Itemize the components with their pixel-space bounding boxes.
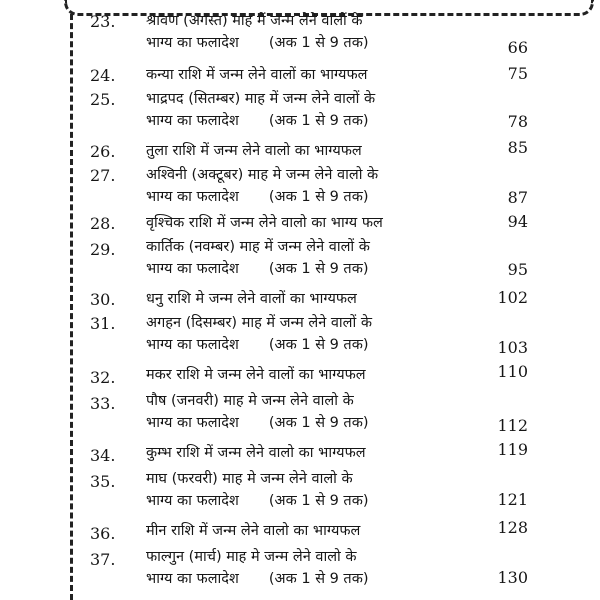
entry-title-line1: फाल्गुन (मार्च) माह मे जन्म लेने वालो के	[146, 549, 357, 565]
entry-page-number: 130	[497, 568, 528, 587]
entry-number: 26.	[90, 142, 116, 161]
entry-number: 33.	[90, 394, 116, 413]
entry-subtitle: भाग्य का फलादेश	[146, 189, 239, 205]
entry-title-line2	[146, 258, 516, 280]
entry-number: 24.	[90, 66, 116, 85]
entry-page-number: 128	[497, 518, 528, 537]
entry-number: 29.	[90, 240, 116, 259]
entry-title-line1: वृश्चिक राशि में जन्म लेने वालो का भाग्य फल	[146, 215, 383, 231]
entry-title-line1: भाद्रपद (सितम्बर) माह में जन्म लेने वालों के	[146, 91, 376, 107]
entry-page-number: 85	[507, 138, 528, 157]
entry-range: (अक 1 से 9 तक)	[268, 35, 369, 51]
entry-title	[146, 164, 516, 208]
entry-subtitle: भाग्य का फलादेश	[146, 493, 239, 509]
entry-title	[146, 64, 516, 86]
entry-range: (अक 1 से 9 तक)	[268, 415, 369, 431]
entry-number: 30.	[90, 290, 116, 309]
entry-title	[146, 520, 516, 542]
entry-number: 36.	[90, 524, 116, 543]
entry-page-number: 95	[507, 260, 528, 279]
entry-title-line2	[146, 568, 516, 590]
entry-title-line2	[146, 490, 516, 512]
entry-title	[146, 390, 516, 434]
entry-subtitle: भाग्य का फलादेश	[146, 113, 239, 129]
entry-title-line1: तुला राशि में जन्म लेने वालो का भाग्यफल	[146, 143, 362, 159]
entry-number: 31.	[90, 314, 116, 333]
entry-title	[146, 364, 516, 386]
entry-range: (अक 1 से 9 तक)	[268, 571, 369, 587]
entry-subtitle: भाग्य का फलादेश	[146, 35, 239, 51]
entry-title-line1: धनु राशि मे जन्म लेने वालों का भाग्यफल	[146, 291, 357, 307]
entry-title	[146, 442, 516, 464]
entry-page-number: 103	[497, 338, 528, 357]
page-border-left	[70, 14, 73, 600]
entry-page-number: 66	[507, 38, 528, 57]
entry-title-line1: मकर राशि मे जन्म लेने वालों का भाग्यफल	[146, 367, 366, 383]
entry-page-number: 94	[507, 212, 528, 231]
entry-title-line1: श्रावण (अगस्त) माह में जन्म लेने वालों के	[146, 13, 363, 29]
entry-page-number: 112	[497, 416, 528, 435]
entry-range: (अक 1 से 9 तक)	[268, 113, 369, 129]
entry-title	[146, 288, 516, 310]
entry-number: 34.	[90, 446, 116, 465]
entry-page-number: 119	[497, 440, 528, 459]
entry-number: 37.	[90, 550, 116, 569]
entry-title	[146, 140, 516, 162]
entry-page-number: 102	[497, 288, 528, 307]
entry-subtitle: भाग्य का फलादेश	[146, 571, 239, 587]
entry-title-line1: पौष (जनवरी) माह मे जन्म लेने वालो के	[146, 393, 354, 409]
entry-title	[146, 10, 516, 54]
entry-title	[146, 468, 516, 512]
entry-number: 28.	[90, 214, 116, 233]
entry-range: (अक 1 से 9 तक)	[268, 261, 369, 277]
entry-title-line2	[146, 334, 516, 356]
entry-title	[146, 546, 516, 590]
entry-number: 35.	[90, 472, 116, 491]
entry-title	[146, 312, 516, 356]
entry-title	[146, 212, 516, 234]
entry-title-line1: मीन राशि में जन्म लेने वालो का भाग्यफल	[146, 523, 361, 539]
entry-title	[146, 88, 516, 132]
entry-title-line2	[146, 110, 516, 132]
entry-number: 25.	[90, 90, 116, 109]
entry-title-line1: माघ (फरवरी) माह मे जन्म लेने वालो के	[146, 471, 353, 487]
entry-range: (अक 1 से 9 तक)	[268, 337, 369, 353]
entry-title	[146, 236, 516, 280]
entry-page-number: 110	[497, 362, 528, 381]
entry-page-number: 75	[507, 64, 528, 83]
entry-subtitle: भाग्य का फलादेश	[146, 337, 239, 353]
entry-title-line1: कार्तिक (नवम्बर) माह में जन्म लेने वालों के	[146, 239, 370, 255]
entry-subtitle: भाग्य का फलादेश	[146, 415, 239, 431]
entry-title-line2	[146, 32, 516, 54]
entry-number: 32.	[90, 368, 116, 387]
entry-page-number: 87	[507, 188, 528, 207]
entry-page-number: 121	[497, 490, 528, 509]
entry-title-line1: अश्विनी (अक्टूबर) माह मे जन्म लेने वालो के	[146, 167, 379, 183]
entry-range: (अक 1 से 9 तक)	[268, 189, 369, 205]
entry-subtitle: भाग्य का फलादेश	[146, 261, 239, 277]
entry-number: 23.	[90, 12, 116, 31]
entry-number: 27.	[90, 166, 116, 185]
entry-range: (अक 1 से 9 तक)	[268, 493, 369, 509]
entry-title-line2	[146, 412, 516, 434]
entry-page-number: 78	[507, 112, 528, 131]
entry-title-line1: कन्या राशि में जन्म लेने वालों का भाग्यफल	[146, 67, 368, 83]
entry-title-line2	[146, 186, 516, 208]
entry-title-line1: कुम्भ राशि में जन्म लेने वालो का भाग्यफल	[146, 445, 366, 461]
entry-title-line1: अगहन (दिसम्बर) माह में जन्म लेने वालों के	[146, 315, 373, 331]
